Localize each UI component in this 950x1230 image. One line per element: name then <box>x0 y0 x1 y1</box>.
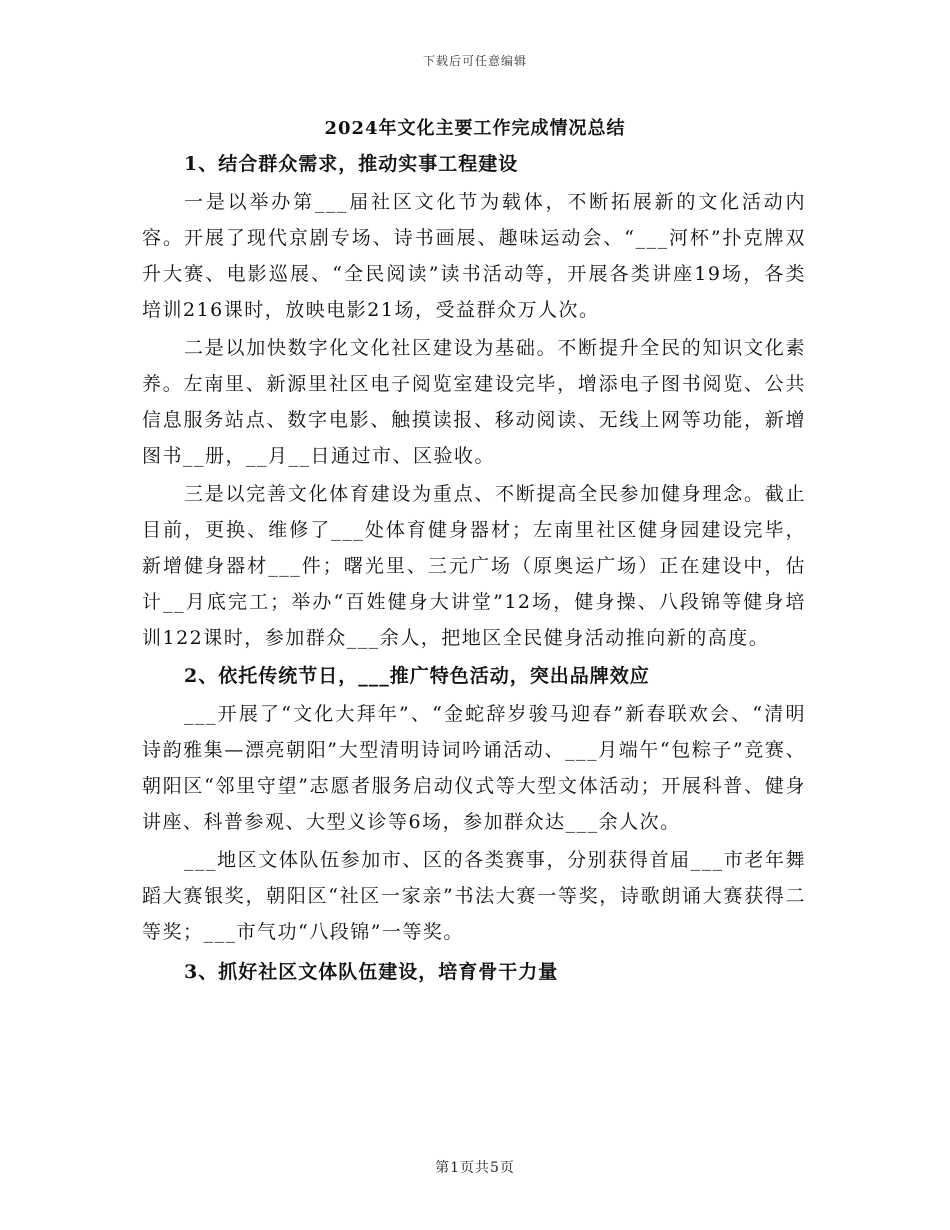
paragraph: 二是以加快数字化文化社区建设为基础。不断提升全民的知识文化素养。左南里、新源里社区电子阅览室建设完毕，增添电子图书阅览、公共信息服务站点、数字电影、触摸读报、移动阅读、无线上网等功能，新增图书__册，__月__日通过市、区验收。 <box>142 337 806 467</box>
paragraph: 一是以举办第___届社区文化节为载体，不断拓展新的文化活动内容。开展了现代京剧专场、诗书画展、趣味运动会、“___河杯”扑克牌双升大赛、电影巡展、“全民阅读”读书活动等，开展各类讲座19场，各类培训216课时，放映电影21场，受益群众万人次。 <box>142 191 806 321</box>
section-heading-3: 3、抓好社区文体队伍建设，培育骨干力量 <box>184 961 559 983</box>
page-footer: 第1页共5页 <box>435 1160 515 1176</box>
paragraph: ___地区文体队伍参加市、区的各类赛事，分别获得首届___市老年舞蹈大赛银奖，朝阳区“社区一家亲”书法大赛一等奖，诗歌朗诵大赛获得二等奖；___市气功“八段锦”一等奖。 <box>142 849 806 943</box>
document-title: 2024年文化主要工作完成情况总结 <box>324 118 626 139</box>
document-body <box>142 146 806 992</box>
header-note: 下载后可任意编辑 <box>422 54 527 68</box>
section-heading-2: 2、依托传统节日，___推广特色活动，突出品牌效应 <box>184 665 650 687</box>
paragraph: ___开展了“文化大拜年”、“金蛇辞岁骏马迎春”新春联欢会、“清明诗韵雅集—漂亮朝阳”大型清明诗词吟诵活动、___月端午“包粽子”竞赛、朝阳区“邻里守望”志愿者服务启动仪式等大型文体活动；开展科普、健身讲座、科普参观、大型义诊等6场，参加群众达___余人次。 <box>142 703 806 833</box>
section-heading-1: 1、结合群众需求，推动实事工程建设 <box>184 153 519 175</box>
paragraph: 三是以完善文化体育建设为重点、不断提高全民参加健身理念。截止目前，更换、维修了___处体育健身器材；左南里社区健身园建设完毕，新增健身器材___件；曙光里、三元广场（原奥运广场）正在建设中，估计__月底完工；举办“百姓健身大讲堂”12场，健身操、八段锦等健身培训122课时，参加群众___余人，把地区全民健身活动推向新的高度。 <box>142 483 806 649</box>
